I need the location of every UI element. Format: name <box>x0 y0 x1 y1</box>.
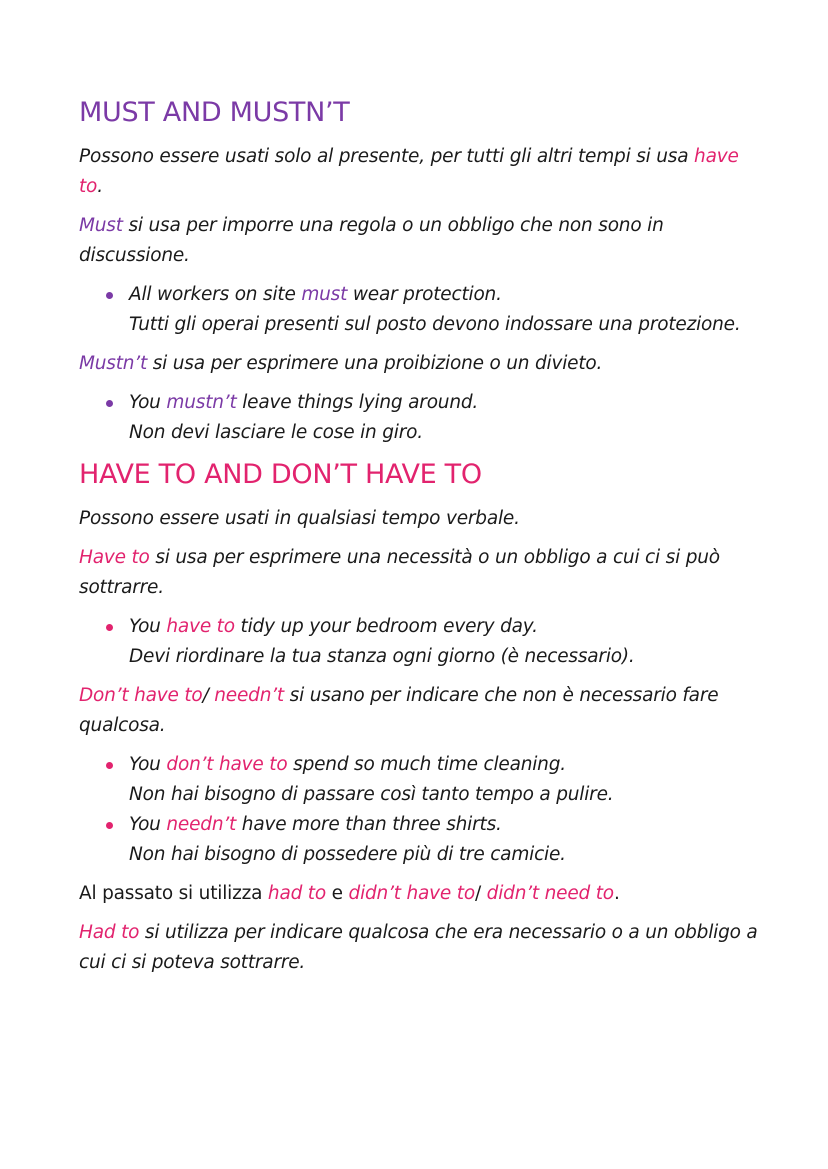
example-prefix: All workers on site <box>129 284 302 305</box>
document-content <box>79 96 759 987</box>
past-mid-text: e <box>325 883 349 904</box>
must-intro-end: . <box>97 176 103 197</box>
mustnt-definition-paragraph <box>79 349 759 379</box>
have-definition-paragraph <box>79 543 759 603</box>
example-suffix: wear protection. <box>347 284 502 305</box>
mustnt-definition-text: si usa per esprimere una proibizione o un divieto. <box>147 353 603 374</box>
example-prefix: You <box>129 754 167 775</box>
neednt-keyword: needn’t <box>214 685 284 706</box>
bullet-icon <box>106 762 113 769</box>
past-end-text: . <box>613 883 620 904</box>
past-paragraph <box>79 879 759 909</box>
must-examples-list <box>79 280 759 340</box>
had-to-keyword: Had to <box>79 922 140 943</box>
list-item <box>129 280 759 340</box>
list-item <box>129 388 759 448</box>
example-suffix: leave things lying around. <box>236 392 479 413</box>
list-item <box>129 810 759 870</box>
bullet-icon <box>106 400 113 407</box>
must-definition-text: si usa per imporre una regola o un obbligo che non sono in discussione. <box>79 215 664 266</box>
bullet-icon <box>106 292 113 299</box>
example-keyword: mustn’t <box>166 392 237 413</box>
mustnt-examples-list <box>79 388 759 448</box>
example-suffix: tidy up your bedroom every day. <box>234 616 538 637</box>
example-sentence <box>129 388 759 418</box>
example-translation: Non devi lasciare le cose in giro. <box>129 422 423 443</box>
example-keyword: don’t have to <box>166 754 288 775</box>
bullet-icon <box>106 822 113 829</box>
slash-text: / <box>202 685 215 706</box>
section-title-have-to: HAVE TO AND DON’T HAVE TO <box>79 459 482 490</box>
dont-have-to-keyword: Don’t have to <box>79 685 203 706</box>
list-item <box>129 612 759 672</box>
must-intro-paragraph <box>79 142 759 202</box>
list-item <box>129 750 759 810</box>
had-to-definition-text: si utilizza per indicare qualcosa che era necessario o a un obbligo a cui ci si poteva sottrarre. <box>79 922 758 973</box>
past-slash-text: / <box>474 883 487 904</box>
example-sentence <box>129 750 759 780</box>
didnt-need-to-keyword: didn’t need to <box>486 883 614 904</box>
have-examples-list <box>79 612 759 672</box>
example-sentence <box>129 612 759 642</box>
must-definition-paragraph <box>79 211 759 271</box>
example-prefix: You <box>129 814 167 835</box>
had-to-definition-paragraph <box>79 918 759 978</box>
example-sentence <box>129 810 759 840</box>
example-keyword: have to <box>166 616 235 637</box>
example-keyword: needn’t <box>166 814 237 835</box>
dont-have-examples-list <box>79 750 759 870</box>
have-definition-text: si usa per esprimere una necessità o un obbligo a cui ci si può sottrarre. <box>79 547 720 598</box>
dont-have-definition-paragraph <box>79 681 759 741</box>
example-suffix: have more than three shirts. <box>236 814 502 835</box>
must-keyword: Must <box>79 215 123 236</box>
mustnt-keyword: Mustn’t <box>79 353 148 374</box>
dont-have-definition-text: si usano per indicare che non è necessario fare qualcosa. <box>79 685 719 736</box>
have-to-keyword: have to <box>79 146 739 197</box>
example-sentence <box>129 280 759 310</box>
must-intro-text: Possono essere usati solo al presente, per tutti gli altri tempi si usa <box>79 146 695 167</box>
example-prefix: You <box>129 392 167 413</box>
example-suffix: spend so much time cleaning. <box>287 754 566 775</box>
bullet-icon <box>106 624 113 631</box>
have-intro-paragraph: Possono essere usati in qualsiasi tempo verbale. <box>79 508 520 529</box>
example-prefix: You <box>129 616 167 637</box>
example-translation: Tutti gli operai presenti sul posto devono indossare una protezione. <box>129 314 741 335</box>
example-translation: Non hai bisogno di possedere più di tre camicie. <box>129 844 566 865</box>
didnt-have-to-keyword: didn’t have to <box>348 883 475 904</box>
example-translation: Devi riordinare la tua stanza ogni giorno (è necessario). <box>129 646 635 667</box>
example-keyword: must <box>301 284 348 305</box>
have-to-keyword: Have to <box>79 547 150 568</box>
past-text: Al passato si utilizza <box>79 883 268 904</box>
example-translation: Non hai bisogno di passare così tanto tempo a pulire. <box>129 784 614 805</box>
had-to-keyword: had to <box>267 883 326 904</box>
section-title-must: MUST AND MUSTN’T <box>79 97 350 128</box>
